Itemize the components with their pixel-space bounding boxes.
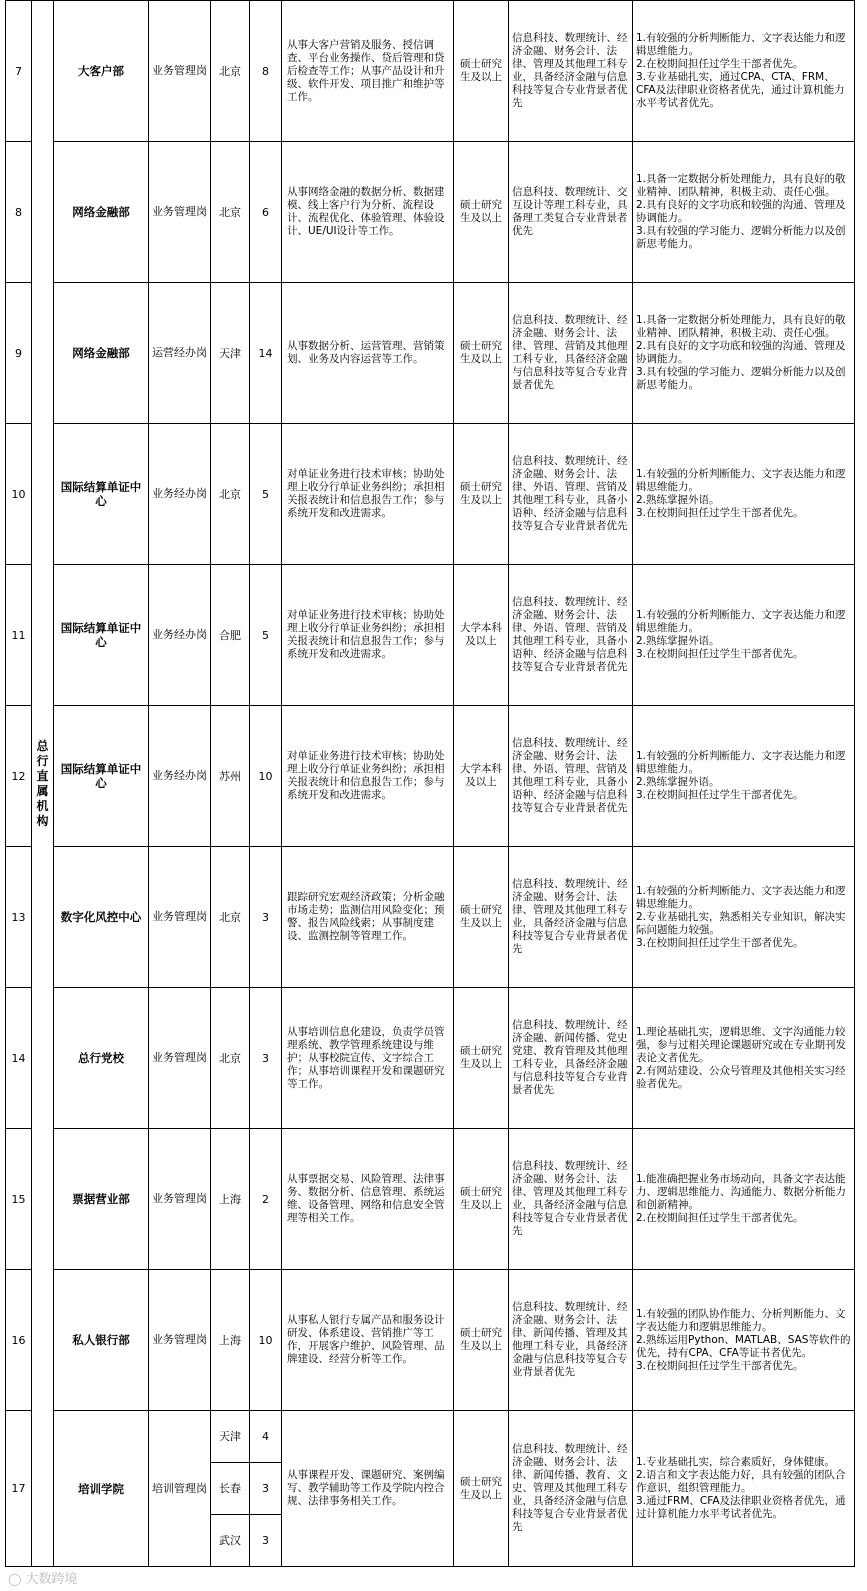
department-name: 大客户部 (54, 1, 149, 142)
job-duty: 从事网络金融的数据分析、数据建模、线上客户行为分析、流程设计、流程优化、体验管理、体验设计、UE/UI设计等工作。 (282, 142, 454, 283)
other-requirements (633, 283, 855, 424)
major-requirement: 信息科技、数理统计、经济金融、财务会计、法律、管理及其他理工科专业，具备经济金融与信息科技等复合专业背景者优先 (509, 1, 633, 142)
requirement-item: 1.有较强的分析判断能力、文字表达能力和逻辑思维能力。 (636, 32, 846, 57)
hiring-count: 10 (250, 706, 282, 847)
row-index: 8 (6, 142, 32, 283)
major-requirement: 信息科技、数理统计、经济金融、财务会计、法律、新闻传播、教育、文史、管理及其他理工科专业，具备经济金融与信息科技等复合专业背景者优先 (509, 1411, 633, 1567)
education-requirement: 硕士研究生及以上 (454, 142, 509, 283)
row-index: 12 (6, 706, 32, 847)
table-row (6, 283, 855, 424)
category-cell (32, 1, 54, 1567)
post-name: 业务管理岗 (149, 1129, 211, 1270)
other-requirements (633, 1270, 855, 1411)
post-name: 业务经办岗 (149, 565, 211, 706)
work-city: 上海 (211, 1270, 250, 1411)
job-duty: 从事大客户营销及服务、授信调查、平台业务操作、贷后管理和贷后检查等工作；从事产品设计和升级、软件开发、项目推广和维护等工作。 (282, 1, 454, 142)
requirement-item: 3.在校期间担任过学生干部者优先。 (636, 648, 804, 660)
post-name: 业务管理岗 (149, 142, 211, 283)
other-requirements (633, 988, 855, 1129)
requirement-item: 2.在校期间担任过学生干部者优先。 (636, 1212, 804, 1224)
job-duty: 从事培训信息化建设，负责学员管理系统、教学管理系统建设与维护；从事校院宣传、文字综合工作；从事培训课程开发和课题研究等工作。 (282, 988, 454, 1129)
requirement-item: 1.专业基础扎实，综合素质好，身体健康。 (636, 1456, 836, 1468)
watermark (8, 1568, 77, 1587)
post-name: 业务管理岗 (149, 1, 211, 142)
job-duty: 对单证业务进行技术审核；协助处理上收分行单证业务纠纷；承担相关报表统计和信息报告工作；参与系统开发和改进需求。 (282, 565, 454, 706)
requirement-item: 1.具备一定数据分析处理能力，具有良好的敬业精神、团队精神，积极主动、责任心强。 (636, 173, 846, 198)
requirement-item: 2.熟练掌握外语。 (636, 635, 720, 647)
requirement-item: 2.语言和文字表达能力好，具有较强的团队合作意识，组织管理能力。 (636, 1469, 846, 1494)
major-requirement: 信息科技、数理统计、经济金融、财务会计、法律、外语、管理、营销及其他理工科专业，具备小语种、经济金融与信息科技等复合专业背景者优先 (509, 706, 633, 847)
weibo-icon: ◯ (8, 1572, 22, 1586)
requirement-item: 1.能准确把握业务市场动向，具备文字表达能力、逻辑思维能力、沟通能力、数据分析能力和创新精神。 (636, 1173, 846, 1211)
requirement-item: 2.在校期间担任过学生干部者优先。 (636, 58, 804, 70)
requirement-item: 3.在校期间担任过学生干部者优先。 (636, 507, 804, 519)
table-row (6, 988, 855, 1129)
education-requirement: 硕士研究生及以上 (454, 424, 509, 565)
hiring-count: 3 (250, 1463, 282, 1515)
row-index: 14 (6, 988, 32, 1129)
table-row (6, 847, 855, 988)
requirement-item: 2.专业基础扎实，熟悉相关专业知识，解决实际问题能力较强。 (636, 910, 846, 936)
hiring-count: 5 (250, 565, 282, 706)
major-requirement: 信息科技、数理统计、经济金融、财务会计、法律、外语、管理、营销及其他理工科专业，具备小语种、经济金融与信息科技等复合专业背景者优先 (509, 565, 633, 706)
other-requirements (633, 1129, 855, 1270)
job-duty: 从事私人银行专属产品和服务设计研发、体系建设、营销推广等工作，开展客户维护、风险管理、品牌建设、经营分析等工作。 (282, 1270, 454, 1411)
requirement-item: 1.有较强的分析判断能力、文字表达能力和逻辑思维能力。 (636, 609, 846, 634)
hiring-count: 3 (250, 847, 282, 988)
education-requirement: 硕士研究生及以上 (454, 1270, 509, 1411)
requirement-item: 2.熟练掌握外语。 (636, 494, 720, 506)
department-name: 国际结算单证中心 (54, 706, 149, 847)
other-requirements (633, 706, 855, 847)
department-name: 国际结算单证中心 (54, 565, 149, 706)
hiring-count: 4 (250, 1411, 282, 1463)
row-index: 7 (6, 1, 32, 142)
education-requirement: 硕士研究生及以上 (454, 847, 509, 988)
other-requirements (633, 1411, 855, 1567)
row-index: 10 (6, 424, 32, 565)
education-requirement: 硕士研究生及以上 (454, 1129, 509, 1270)
requirement-item: 1.有较强的分析判断能力、文字表达能力和逻辑思维能力。 (636, 468, 846, 493)
hiring-count: 3 (250, 1515, 282, 1567)
work-city: 天津 (211, 1411, 250, 1463)
recruitment-table (5, 0, 855, 1567)
work-city: 北京 (211, 847, 250, 988)
work-city: 武汉 (211, 1515, 250, 1567)
row-index: 11 (6, 565, 32, 706)
row-index: 17 (6, 1411, 32, 1567)
other-requirements (633, 847, 855, 988)
requirement-item: 3.具有较强的学习能力、逻辑分析能力以及创新思考能力。 (636, 225, 846, 250)
requirement-item: 3.具有较强的学习能力、逻辑分析能力以及创新思考能力。 (636, 366, 846, 391)
hiring-count: 8 (250, 1, 282, 142)
major-requirement: 信息科技、数理统计、经济金融、财务会计、法律、外语、管理、营销及其他理工科专业，具备小语种、经济金融与信息科技等复合专业背景者优先 (509, 424, 633, 565)
department-name: 网络金融部 (54, 142, 149, 283)
table-row (6, 1, 855, 142)
work-city: 北京 (211, 424, 250, 565)
department-name: 培训学院 (54, 1411, 149, 1567)
requirement-item: 1.有较强的分析判断能力、文字表达能力和逻辑思维能力。 (636, 750, 846, 775)
row-index: 9 (6, 283, 32, 424)
department-name: 数字化风控中心 (54, 847, 149, 988)
department-name: 私人银行部 (54, 1270, 149, 1411)
hiring-count: 6 (250, 142, 282, 283)
requirement-item: 3.专业基础扎实，通过CPA、CTA、FRM、CFA及法律职业资格者优先，通过计算机能力水平考试者优先。 (636, 71, 845, 109)
work-city: 长春 (211, 1463, 250, 1515)
requirement-item: 3.在校期间担任过学生干部者优先。 (636, 936, 804, 949)
requirement-item: 1.具备一定数据分析处理能力，具有良好的敬业精神、团队精神，积极主动、责任心强。 (636, 314, 846, 339)
requirement-item: 3.在校期间担任过学生干部者优先。 (636, 1359, 804, 1372)
post-name: 业务经办岗 (149, 706, 211, 847)
work-city: 合肥 (211, 565, 250, 706)
table-row (6, 565, 855, 706)
requirement-item: 2.具有良好的文字功底和较强的沟通、管理及协调能力。 (636, 199, 846, 224)
requirement-item: 1.有较强的分析判断能力、文字表达能力和逻辑思维能力。 (636, 884, 846, 910)
requirement-item: 2.有网站建设、公众号管理及其他相关实习经验者优先。 (636, 1064, 846, 1090)
table-row (6, 142, 855, 283)
work-city: 上海 (211, 1129, 250, 1270)
department-name: 总行党校 (54, 988, 149, 1129)
other-requirements (633, 1, 855, 142)
job-duty: 跟踪研究宏观经济政策；分析金融市场走势；监测信用风险变化；预警、报告风险线索；从事制度建设、监测控制等管理工作。 (282, 847, 454, 988)
requirement-item: 2.熟练运用Python、MATLAB、SAS等软件的优先，持有CPA、CFA等证书者优先。 (636, 1333, 851, 1359)
major-requirement: 信息科技、数理统计、经济金融、财务会计、法律、管理及其他理工科专业，具备经济金融与信息科技等复合专业背景者优先 (509, 847, 633, 988)
hiring-count: 10 (250, 1270, 282, 1411)
major-requirement: 信息科技、数理统计、经济金融、财务会计、法律、新闻传播、管理及其他理工科专业，具备经济金融与信息科技等复合专业背景者优先 (509, 1270, 633, 1411)
major-requirement: 信息科技、数理统计、经济金融、财务会计、法律、管理及其他理工科专业，具备经济金融与信息科技等复合专业背景者优先 (509, 1129, 633, 1270)
table-row (6, 706, 855, 847)
post-name: 业务管理岗 (149, 988, 211, 1129)
work-city: 天津 (211, 283, 250, 424)
education-requirement: 硕士研究生及以上 (454, 988, 509, 1129)
hiring-count: 2 (250, 1129, 282, 1270)
post-name: 业务经办岗 (149, 424, 211, 565)
post-name: 培训管理岗 (149, 1411, 211, 1567)
other-requirements (633, 424, 855, 565)
hiring-count: 3 (250, 988, 282, 1129)
requirement-item: 2.熟练掌握外语。 (636, 776, 720, 788)
requirement-item: 2.具有良好的文字功底和较强的沟通、管理及协调能力。 (636, 340, 846, 365)
watermark-text: 大数跨境 (25, 1572, 78, 1587)
table-row (6, 1270, 855, 1411)
table-row (6, 1129, 855, 1270)
post-name: 业务管理岗 (149, 1270, 211, 1411)
major-requirement: 信息科技、数理统计、经济金融、财务会计、法律、管理、营销及其他理工科专业，具备经济金融与信息科技等复合专业背景者优先 (509, 283, 633, 424)
hiring-count: 14 (250, 283, 282, 424)
work-city: 北京 (211, 1, 250, 142)
job-duty: 对单证业务进行技术审核；协助处理上收分行单证业务纠纷；承担相关报表统计和信息报告工作；参与系统开发和改进需求。 (282, 706, 454, 847)
requirement-item: 3.通过FRM、CFA及法律职业资格者优先，通过计算机能力水平考试者优先。 (636, 1495, 846, 1520)
work-city: 北京 (211, 142, 250, 283)
job-duty: 从事票据交易、风险管理、法律事务、数据分析、信息管理、系统运维、设备管理、网络和信息安全管理等相关工作。 (282, 1129, 454, 1270)
education-requirement: 大学本科及以上 (454, 565, 509, 706)
major-requirement: 信息科技、数理统计、经济金融、新闻传播、党史党建、教育管理及其他理工科专业，具备经济金融与信息科技等复合专业背景者优先 (509, 988, 633, 1129)
category-label: 总行直属机构 (36, 738, 49, 828)
row-index: 13 (6, 847, 32, 988)
row-index: 15 (6, 1129, 32, 1270)
post-name: 运营经办岗 (149, 283, 211, 424)
row-index: 16 (6, 1270, 32, 1411)
education-requirement: 硕士研究生及以上 (454, 1411, 509, 1567)
education-requirement: 硕士研究生及以上 (454, 283, 509, 424)
education-requirement: 大学本科及以上 (454, 706, 509, 847)
major-requirement: 信息科技、数理统计、交互设计等理工科专业，具备理工类复合专业背景者优先 (509, 142, 633, 283)
requirement-item: 1.有较强的团队协作能力、分析判断能力、文字表达能力和逻辑思维能力。 (636, 1307, 846, 1333)
table-row (6, 424, 855, 565)
department-name: 国际结算单证中心 (54, 424, 149, 565)
work-city: 苏州 (211, 706, 250, 847)
education-requirement: 硕士研究生及以上 (454, 1, 509, 142)
requirement-item: 3.在校期间担任过学生干部者优先。 (636, 789, 804, 801)
department-name: 网络金融部 (54, 283, 149, 424)
hiring-count: 5 (250, 424, 282, 565)
work-city: 北京 (211, 988, 250, 1129)
post-name: 业务管理岗 (149, 847, 211, 988)
other-requirements (633, 142, 855, 283)
job-duty: 从事数据分析、运营管理、营销策划、业务及内容运营等工作。 (282, 283, 454, 424)
department-name: 票据营业部 (54, 1129, 149, 1270)
job-duty: 从事课程开发、课题研究、案例编写、教学辅助等工作及学院内控合规、法律事务相关工作。 (282, 1411, 454, 1567)
job-duty: 对单证业务进行技术审核；协助处理上收分行单证业务纠纷；承担相关报表统计和信息报告工作；参与系统开发和改进需求。 (282, 424, 454, 565)
table-row (6, 1411, 855, 1463)
other-requirements (633, 565, 855, 706)
requirement-item: 1.理论基础扎实，逻辑思维、文字沟通能力较强，参与过相关理论课题研究或在专业期刊发表论文者优先。 (636, 1025, 846, 1064)
